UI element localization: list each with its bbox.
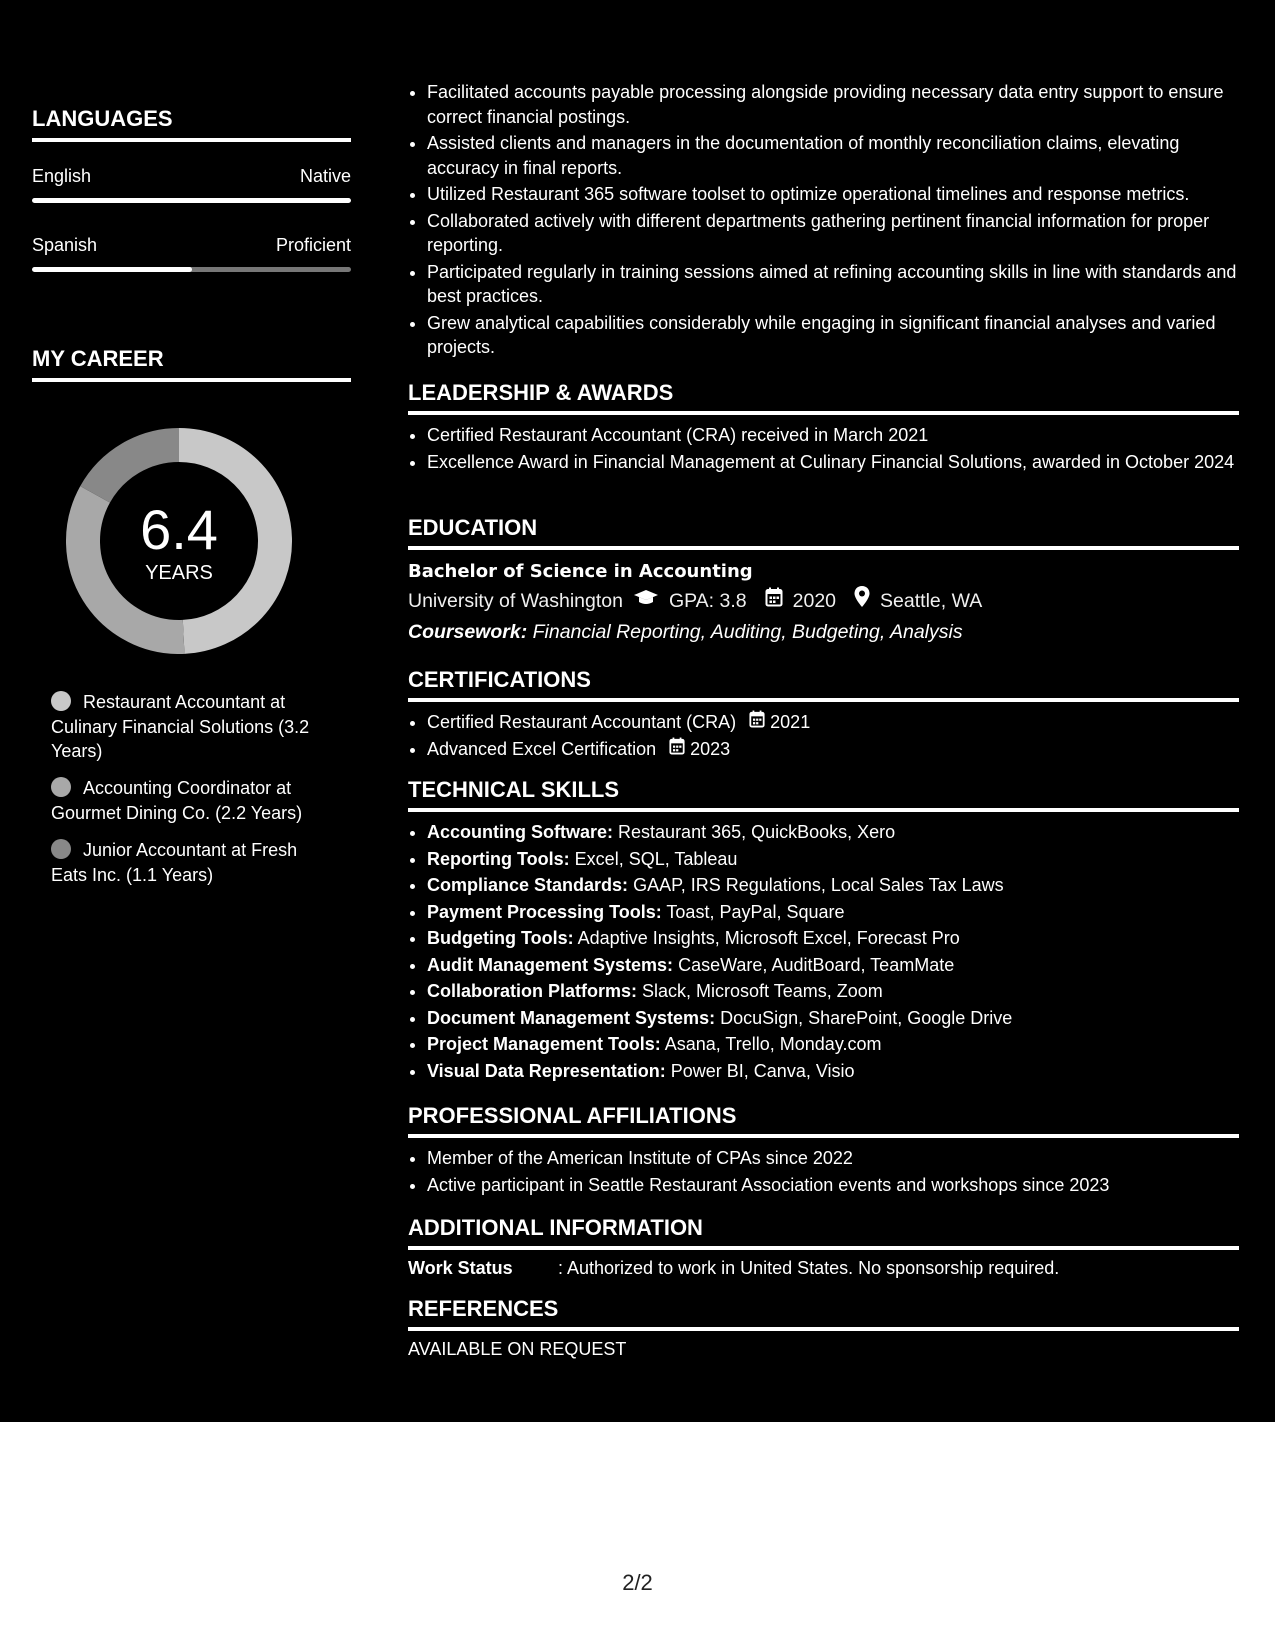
skill-label: Compliance Standards: xyxy=(427,875,629,895)
education-coursework xyxy=(408,617,1239,647)
leadership-heading: LEADERSHIP & AWARDS xyxy=(408,380,1239,415)
language-bar-fill xyxy=(32,267,192,272)
certification-item xyxy=(427,710,1239,735)
work-status-label: Work Status xyxy=(408,1258,513,1278)
leadership-item: • Certified Restaurant Accountant (CRA) received in March 2021 xyxy=(427,423,1239,448)
language-name: Spanish xyxy=(32,235,98,255)
career-item-text: Restaurant Accountant at Culinary Financial Solutions (3.2 Years) xyxy=(51,692,310,761)
skill-item xyxy=(427,847,1239,872)
career-item-text: Junior Accountant at Fresh Eats Inc. (1.1 Years) xyxy=(51,840,298,885)
experience-bullet: • Participated regularly in training sessions aimed at refining accounting skills in line with standards and best practices. xyxy=(427,260,1239,309)
affiliations-section xyxy=(408,1103,1239,1199)
location-pin-icon xyxy=(854,586,870,617)
skill-value: Adaptive Insights, Microsoft Excel, Forecast Pro xyxy=(577,928,960,948)
career-dot xyxy=(51,839,71,859)
skill-item xyxy=(427,873,1239,898)
calendar-icon xyxy=(669,737,685,762)
page-number: 2/2 xyxy=(622,1570,653,1595)
affiliations-heading: PROFESSIONAL AFFILIATIONS xyxy=(408,1103,1239,1138)
skill-label: Document Management Systems: xyxy=(427,1007,716,1028)
leadership-item: • Excellence Award in Financial Management at Culinary Financial Solutions, awarded in October 2024 xyxy=(427,450,1239,475)
career-total-label: YEARS xyxy=(145,562,213,584)
skill-item xyxy=(427,953,1239,978)
skill-value: Excel, SQL, Tableau xyxy=(574,848,738,869)
skill-value: Slack, Microsoft Teams, Zoom xyxy=(642,981,883,1001)
certification-year: 2021 xyxy=(770,712,811,732)
language-bar-spanish xyxy=(32,267,351,272)
skill-label: Project Management Tools: xyxy=(427,1034,661,1054)
skills-section xyxy=(408,777,1239,1085)
coursework-label: Coursework: xyxy=(408,621,528,643)
language-level: Proficient xyxy=(275,235,351,255)
education-details xyxy=(408,586,1239,617)
career-item-text: Accounting Coordinator at Gourmet Dining Co. (2.2 Years) xyxy=(51,778,303,823)
language-level: Native xyxy=(299,166,351,186)
skill-item xyxy=(427,926,1239,951)
calendar-icon xyxy=(749,710,765,735)
certification-date xyxy=(669,737,730,762)
work-status-row xyxy=(408,1258,1239,1279)
language-name: English xyxy=(32,166,92,186)
skill-item xyxy=(427,1032,1239,1057)
certifications-section xyxy=(408,667,1239,763)
skill-value: DocuSign, SharePoint, Google Drive xyxy=(720,1007,1013,1028)
skill-label: Collaboration Platforms: xyxy=(427,981,638,1001)
calendar-icon xyxy=(765,586,783,617)
skill-value: Restaurant 365, QuickBooks, Xero xyxy=(618,822,896,842)
career-item xyxy=(51,838,331,887)
certification-name: Certified Restaurant Accountant (CRA) xyxy=(427,712,737,732)
references-section xyxy=(408,1296,1239,1360)
coursework-text: Financial Reporting, Auditing, Budgeting, Analysis xyxy=(532,621,963,643)
education-gpa: GPA: 3.8 xyxy=(668,590,747,612)
sidebar xyxy=(0,0,380,1422)
language-row-english xyxy=(32,166,351,187)
experience-bullet: • Facilitated accounts payable processing alongside providing necessary data entry support to ensure correct financial postings. xyxy=(427,80,1239,129)
language-bar-fill xyxy=(32,198,351,203)
certification-date xyxy=(749,710,810,735)
skill-value: GAAP, IRS Regulations, Local Sales Tax Laws xyxy=(633,875,1004,895)
skill-value: Power BI, Canva, Visio xyxy=(670,1060,855,1081)
skill-value: Asana, Trello, Monday.com xyxy=(664,1034,882,1054)
education-school: University of Washington xyxy=(408,590,623,612)
education-degree: Bachelor of Science in Accounting xyxy=(408,561,753,582)
skill-item xyxy=(427,979,1239,1004)
skill-item xyxy=(427,820,1239,845)
additional-section xyxy=(408,1215,1239,1279)
main-column xyxy=(380,0,1275,1422)
additional-heading: ADDITIONAL INFORMATION xyxy=(408,1215,1239,1250)
work-status-value: : Authorized to work in United States. No sponsorship required. xyxy=(558,1258,1060,1278)
skills-heading: TECHNICAL SKILLS xyxy=(408,777,1239,812)
skill-label: Payment Processing Tools: xyxy=(427,901,662,922)
skill-item xyxy=(427,1059,1239,1084)
certification-name: Advanced Excel Certification xyxy=(427,738,657,759)
skill-value: Toast, PayPal, Square xyxy=(666,901,845,922)
leadership-section xyxy=(408,380,1239,476)
experience-bullets xyxy=(408,80,1239,362)
experience-bullet: • Collaborated actively with different departments gathering pertinent financial information for proper reporting. xyxy=(427,209,1239,258)
skill-label: Budgeting Tools: xyxy=(427,928,574,948)
references-heading: REFERENCES xyxy=(408,1296,1239,1331)
skill-item xyxy=(427,900,1239,925)
career-dot xyxy=(51,777,71,797)
certification-item xyxy=(427,737,1239,762)
skill-label: Accounting Software: xyxy=(427,822,614,842)
experience-bullet: • Assisted clients and managers in the documentation of monthly reconciliation claims, elevating accuracy in final reports. xyxy=(427,131,1239,180)
skill-label: Audit Management Systems: xyxy=(427,954,674,975)
skill-value: CaseWare, AuditBoard, TeamMate xyxy=(678,954,955,975)
education-location: Seattle, WA xyxy=(880,590,983,612)
graduation-cap-icon xyxy=(633,586,659,617)
certification-year: 2023 xyxy=(690,738,731,759)
skill-label: Reporting Tools: xyxy=(427,848,570,869)
education-heading: EDUCATION xyxy=(408,515,1239,550)
career-donut-center xyxy=(66,428,292,654)
skill-item xyxy=(427,1006,1239,1031)
references-text: AVAILABLE ON REQUEST xyxy=(408,1339,627,1359)
experience-bullet: • Utilized Restaurant 365 software toolset to optimize operational timelines and response metrics. xyxy=(427,182,1239,207)
career-total-years: 6.4 xyxy=(140,498,218,561)
career-item xyxy=(51,690,331,764)
skill-label: Visual Data Representation: xyxy=(427,1060,666,1081)
experience-bullet: • Grew analytical capabilities considerably while engaging in significant financial analyses and varied projects. xyxy=(427,311,1239,360)
language-bar-english xyxy=(32,198,351,203)
affiliation-item: • Active participant in Seattle Restaurant Association events and workshops since 2023 xyxy=(427,1173,1239,1198)
career-heading: MY CAREER xyxy=(32,346,351,382)
languages-heading: LANGUAGES xyxy=(32,106,351,142)
career-item xyxy=(51,776,331,825)
certifications-heading: CERTIFICATIONS xyxy=(408,667,1239,702)
education-section xyxy=(408,515,1239,647)
education-year: 2020 xyxy=(792,590,837,612)
language-row-spanish xyxy=(32,235,351,256)
career-dot xyxy=(51,691,71,711)
affiliation-item: • Member of the American Institute of CPAs since 2022 xyxy=(427,1146,1239,1171)
